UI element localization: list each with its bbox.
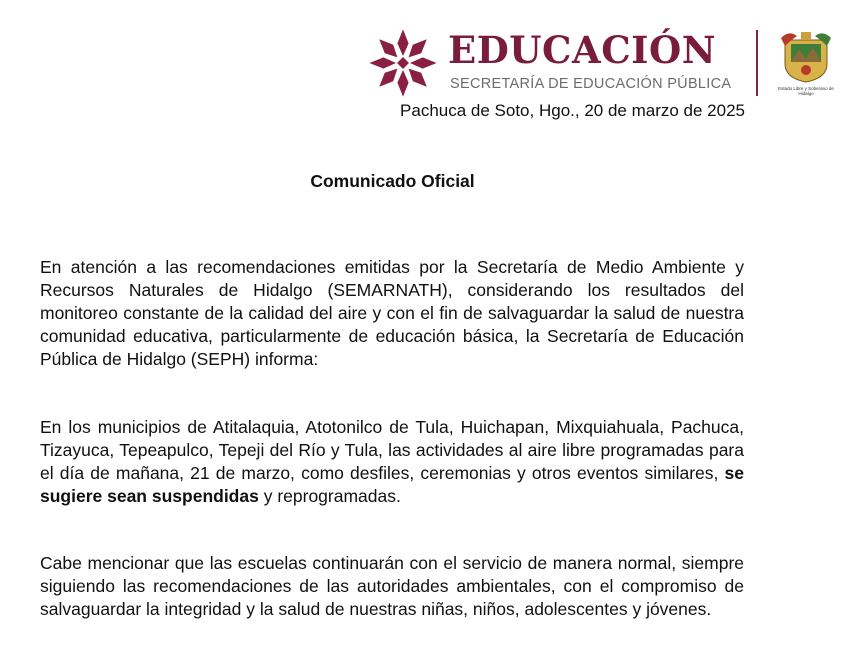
paragraph-1: En atención a las recomendaciones emitidas por la Secretaría de Medio Ambiente y Recursos Naturales de Hidalgo (SEMARNATH), considerando los resultados del monitoreo constante de la calidad del aire y con el fin de salvaguardar la salud de nuestra comunidad educativa, particularmente de educación básica, la Secretaría de Educación Pública de Hidalgo (SEPH) informa: xyxy=(40,257,744,369)
paragraph-2-text-end: y reprogramadas. xyxy=(258,486,401,506)
paragraph-2-text-start: En los municipios de Atitalaquia, Atotonilco de Tula, Huichapan, Mixquiahuala, Pachuca, Tizayuca, Tepeapulco, Tepeji del Río y Tula, las actividades al aire libre programadas para el día de mañana, 21 de marzo, como desfiles, ceremonias y otros eventos similares, xyxy=(40,417,744,483)
paragraph-3: Cabe mencionar que las escuelas continuarán con el servicio de manera normal, siempre siguiendo las recomendaciones de las autoridades ambientales, con el compromiso de salvaguardar la integridad y la salud de nuestras niñas, niños, adolescentes y jóvenes. xyxy=(40,553,744,619)
brand-subtitle: SECRETARÍA DE EDUCACIÓN PÚBLICA xyxy=(450,76,732,92)
star-logo-icon xyxy=(368,28,438,98)
paragraph-2-emphasis: se sugiere sean suspendidas xyxy=(40,463,744,506)
document-title: Comunicado Oficial xyxy=(310,171,475,191)
dateline: Pachuca de Soto, Hgo., 20 de marzo de 2025 xyxy=(400,101,745,120)
paragraph-2 xyxy=(40,416,744,508)
header-divider xyxy=(756,30,758,96)
state-crest-icon xyxy=(777,30,835,84)
letterhead xyxy=(0,0,850,100)
brand-title: EDUCACIÓN xyxy=(448,28,717,72)
crest-caption: Estado Libre y Soberano de Hidalgo xyxy=(778,86,834,96)
